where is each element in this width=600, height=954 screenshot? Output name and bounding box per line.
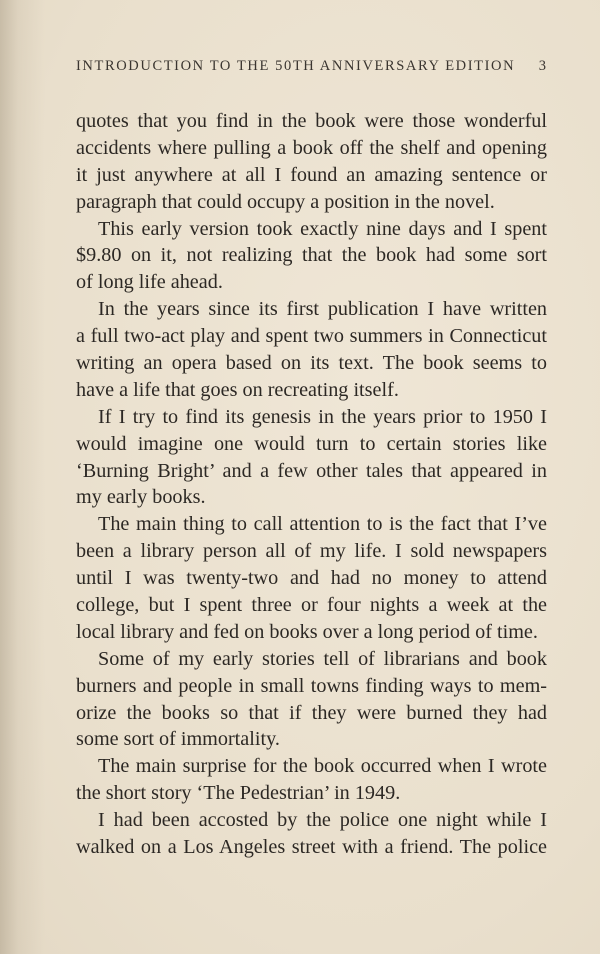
text-line: a full two-act play and spent two summers in Connecticut — [76, 325, 547, 348]
paragraph — [76, 807, 547, 861]
paragraph — [76, 296, 547, 404]
text-line: I had been accosted by the police one night while I — [98, 809, 547, 832]
text-line: This early version took exactly nine days and I spent — [98, 217, 547, 240]
text-line: my early books. — [76, 486, 206, 509]
text-line: quotes that you find in the book were those wonderful — [76, 110, 547, 132]
running-title: INTRODUCTION TO THE 50TH ANNIVERSARY EDITION — [76, 58, 516, 74]
paragraph — [76, 108, 547, 216]
text-line: of long life ahead. — [76, 271, 223, 294]
text-line: Some of my early stories tell of librarians and book — [98, 647, 547, 670]
text-line: burners and people in small towns finding ways to mem- — [76, 674, 547, 697]
text-line: have a life that goes on recreating itself. — [76, 378, 399, 401]
text-line: college, but I spent three or four nights a week at the — [76, 594, 547, 617]
running-header — [76, 58, 546, 75]
text-line: If I try to find its genesis in the years prior to 1950 I — [98, 405, 547, 428]
text-line: orize the books so that if they were burned they had — [76, 701, 547, 724]
text-line: $9.80 on it, not realizing that the book had some sort — [76, 244, 547, 267]
paragraph — [76, 753, 547, 807]
text-line: accidents where pulling a book off the shelf and opening — [76, 136, 547, 159]
text-line: The main surprise for the book occurred when I wrote — [98, 755, 547, 778]
text-line: it just anywhere at all I found an amazing sentence or — [76, 163, 547, 186]
page-number: 3 — [538, 58, 546, 74]
text-line: In the years since its first publication I have written — [98, 298, 547, 321]
text-line: would imagine one would turn to certain stories like — [76, 432, 547, 455]
text-line: writing an opera based on its text. The book seems to — [76, 352, 547, 375]
text-line: been a library person all of my life. I sold newspapers — [76, 540, 547, 563]
text-line: paragraph that could occupy a position in the novel. — [76, 190, 495, 213]
text-line: until I was twenty-two and had no money to attend — [76, 567, 547, 590]
paragraph — [76, 646, 547, 754]
paragraph — [76, 404, 547, 512]
body-text — [76, 108, 547, 861]
paragraph — [76, 511, 547, 645]
text-line: walked on a Los Angeles street with a friend. The police — [76, 836, 547, 859]
text-line: The main thing to call attention to is the fact that I’ve — [98, 513, 547, 536]
text-line: the short story ‘The Pedestrian’ in 1949. — [76, 782, 401, 805]
text-line: local library and fed on books over a long period of time. — [76, 620, 538, 643]
text-line: ‘Burning Bright’ and a few other tales that appeared in — [76, 459, 547, 482]
text-line: some sort of immortality. — [76, 728, 280, 751]
paragraph — [76, 216, 547, 297]
